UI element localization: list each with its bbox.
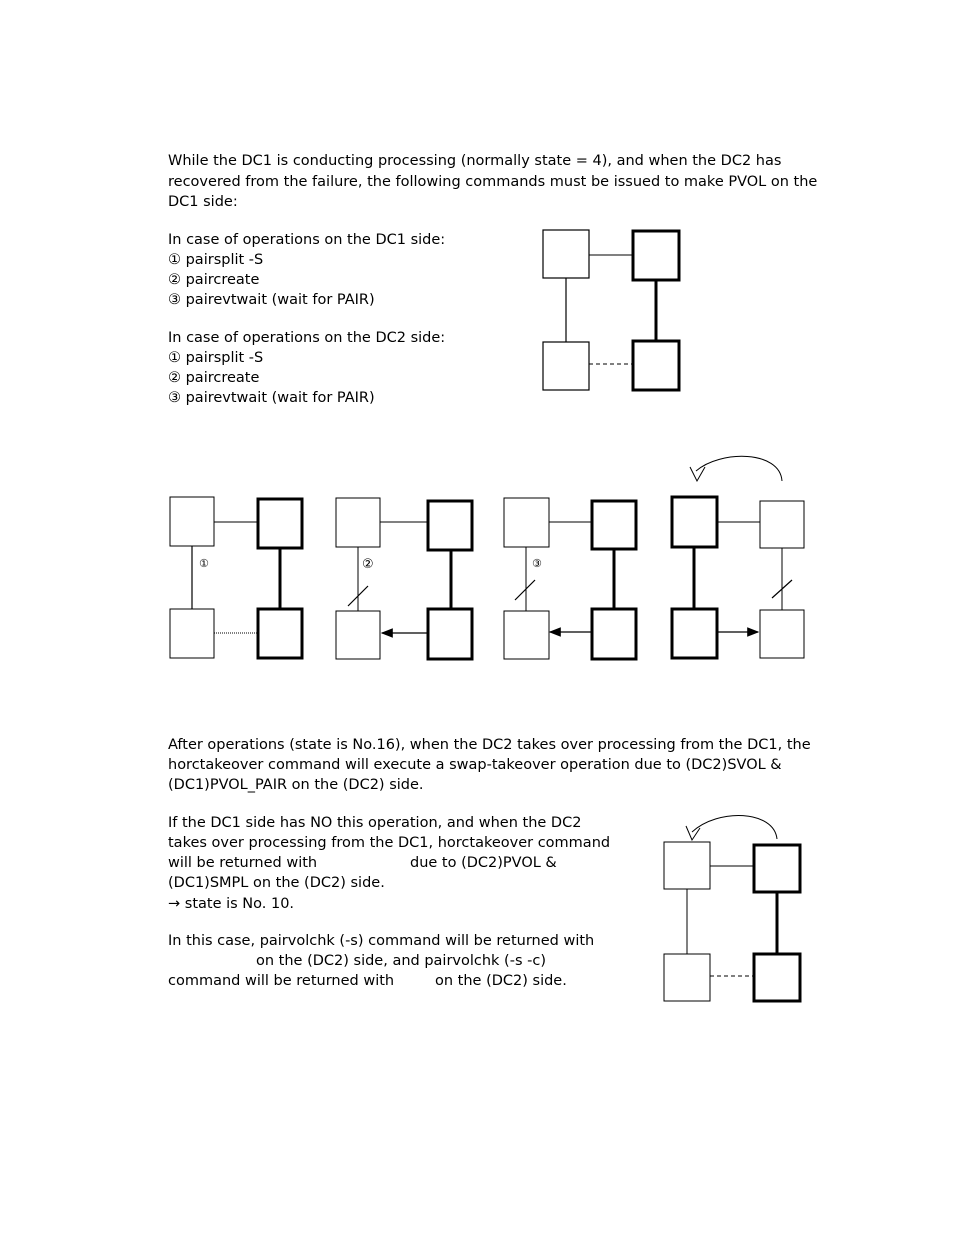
takeover-top-right-box xyxy=(754,845,800,892)
panel2-bottom-right-box xyxy=(428,609,472,659)
panel4-bottom-left-box xyxy=(672,609,717,658)
panel2-break-mark xyxy=(348,586,368,606)
after-ops-line-3: (DC1)PVOL_PAIR on the (DC2) side. xyxy=(168,777,424,793)
panel1-top-right-box xyxy=(258,499,302,548)
no-op-line-3b: due to (DC2)PVOL & xyxy=(410,855,557,871)
panel3-bottom-left-box xyxy=(504,611,549,659)
takeover-top-left-box xyxy=(664,842,710,889)
pairvolchk-line-3b: on the (DC2) side. xyxy=(435,973,567,989)
sequence-label-1: ① xyxy=(199,557,209,570)
dc2-ops-step-1: ① pairsplit -S xyxy=(168,350,264,366)
panel4-top-right-box xyxy=(760,501,804,548)
no-op-line-3a: will be returned with xyxy=(168,855,318,871)
pairvolchk-line-3a: command will be returned with xyxy=(168,973,395,989)
dc1-ops-step-2: ② paircreate xyxy=(168,272,260,288)
takeover-curved-arrow xyxy=(692,815,777,839)
takeover-bottom-right-box xyxy=(754,954,800,1001)
no-op-line-1: If the DC1 side has NO this operation, and when the DC2 xyxy=(168,815,582,831)
takeover-bottom-left-box xyxy=(664,954,710,1001)
intro-line-2: recovered from the failure, the following commands must be issued to make PVOL on the xyxy=(168,174,818,190)
sequence-label-3: ③ xyxy=(532,557,542,570)
dc1-ops-heading: In case of operations on the DC1 side: xyxy=(168,232,446,248)
sequence-panel-3 xyxy=(504,498,636,659)
panel3-top-left-box xyxy=(504,498,549,547)
sequence-panel-1 xyxy=(170,497,302,658)
pairvolchk-line-2: on the (DC2) side, and pairvolchk (-s -c) xyxy=(256,953,546,969)
panel2-bottom-left-box xyxy=(336,611,380,659)
pairvolchk-line-1: In this case, pairvolchk (-s) command will be returned with xyxy=(168,933,595,949)
panel2-top-right-box xyxy=(428,501,472,550)
panel2-top-left-box xyxy=(336,498,380,547)
intro-line-1: While the DC1 is conducting processing (normally state = 4), and when the DC2 has xyxy=(168,153,782,169)
dc3-box-left xyxy=(543,342,589,390)
topology-diagram-initial-shapes xyxy=(543,230,679,390)
dc2-ops-heading: In case of operations on the DC2 side: xyxy=(168,330,446,346)
no-op-line-2: takes over processing from the DC1, horctakeover command xyxy=(168,835,611,851)
sequence-label-2: ② xyxy=(362,557,374,572)
sequence-panel-2 xyxy=(336,498,472,659)
panel4-break-mark xyxy=(772,580,792,598)
dc2-ops-step-2: ② paircreate xyxy=(168,370,260,386)
panel1-top-left-box xyxy=(170,497,214,546)
panel4-swap-arrowhead xyxy=(690,467,705,481)
dc1-ops-step-1: ① pairsplit -S xyxy=(168,252,264,268)
dc1-ops-step-3: ③ pairevtwait (wait for PAIR) xyxy=(168,292,375,308)
sequence-panel-4 xyxy=(672,456,804,658)
dc2-box xyxy=(633,231,679,280)
dc3-box-right xyxy=(633,341,679,390)
panel4-bottom-right-box xyxy=(760,610,804,658)
intro-line-3: DC1 side: xyxy=(168,194,238,210)
panel4-top-left-box xyxy=(672,497,717,547)
panel1-bottom-left-box xyxy=(170,609,214,658)
dc1-pvol-box xyxy=(543,230,589,278)
after-ops-line-1: After operations (state is No.16), when the DC2 takes over processing from the DC1, the xyxy=(168,737,811,753)
no-op-line-5: → state is No. 10. xyxy=(168,896,295,912)
panel1-bottom-right-box xyxy=(258,609,302,658)
panel3-break-mark xyxy=(515,580,535,600)
panel4-swap-curved-arrow xyxy=(696,456,782,481)
panel3-bottom-right-box xyxy=(592,609,636,659)
no-op-line-4: (DC1)SMPL on the (DC2) side. xyxy=(168,875,385,891)
dc2-ops-step-3: ③ pairevtwait (wait for PAIR) xyxy=(168,390,375,406)
after-ops-line-2: horctakeover command will execute a swap-takeover operation due to (DC2)SVOL & xyxy=(168,757,782,773)
panel3-top-right-box xyxy=(592,501,636,549)
takeover-curved-arrowhead xyxy=(686,826,700,840)
topology-diagram-takeover-shapes xyxy=(664,815,800,1001)
